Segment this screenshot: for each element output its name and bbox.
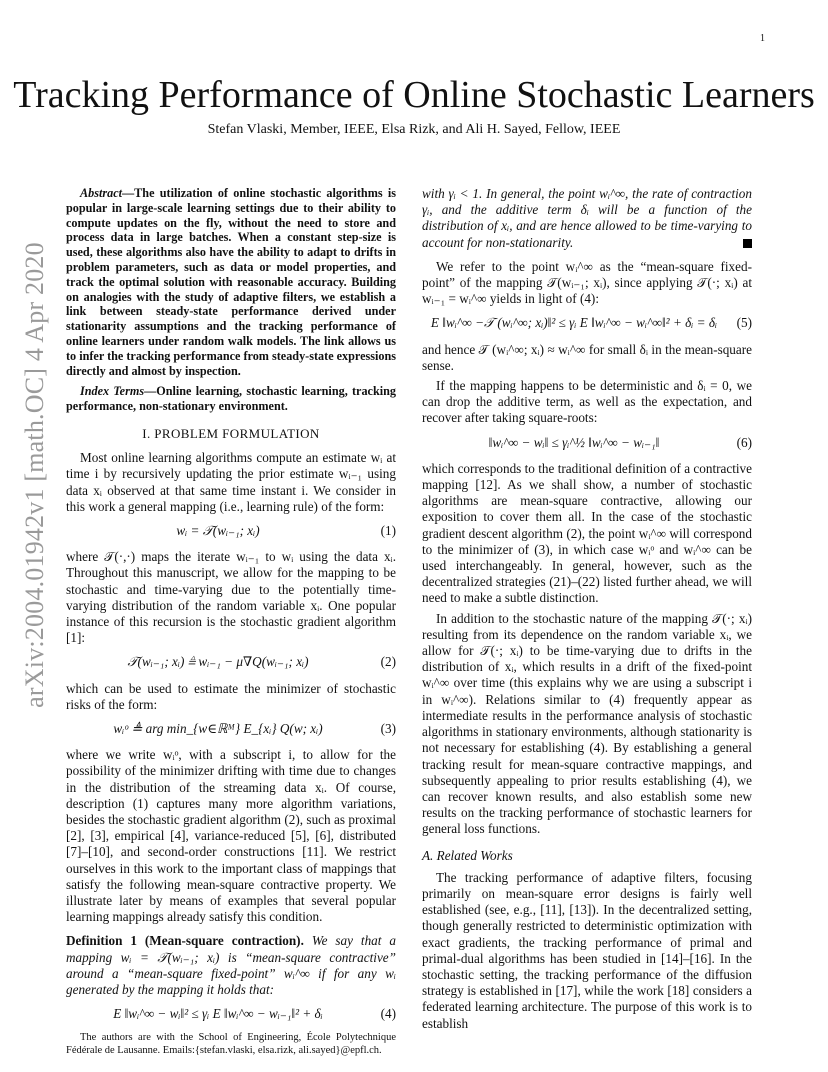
- footnote: The authors are with the School of Engineering, École Polytechnique Fédérale de Lausanne. Emails:{stefan.vlaski, elsa.rizk, ali.sayed}@epfl.ch.: [66, 1032, 396, 1056]
- equation-body: ‖wᵢ^∞ − wᵢ‖ ≤ γᵢ^½ ‖wᵢ^∞ − wᵢ₋₁‖: [488, 434, 660, 450]
- paragraph: and hence 𝒯 (wᵢ^∞; xᵢ) ≈ wᵢ^∞ for small δᵢ in the mean-square sense.: [422, 341, 752, 373]
- equation-number: (2): [380, 654, 396, 670]
- equation-body: E ‖wᵢ^∞ −𝒯 (wᵢ^∞; xᵢ)‖² ≤ γᵢ E ‖wᵢ^∞ − wᵢ^∞‖² + δᵢ = δᵢ: [430, 315, 718, 331]
- equation-number: (1): [380, 522, 396, 538]
- paragraph: where we write wᵢᵒ, with a subscript i, to allow for the possibility of the minimizer drifting with time due to changes in the distribution of the streaming data xᵢ. Of course, description (1) captures many more algorithm variations, besides the stochastic gradient algorithm (2), such as proximal [2], [3], empirical [4], variance-reduced [5], [6], distributed [7]–[10], and second-order constructions [11]. We restrict ourselves in this work to the important class of mappings that satisfy the following mean-square contractive property. We illustrate later by means of examples that several popular learning mappings already satisfy this condition.: [66, 747, 396, 925]
- right-column: [422, 186, 752, 1036]
- page-number: 1: [760, 33, 765, 44]
- equation-number: (4): [380, 1006, 396, 1022]
- index-terms-text: —Online learning, stochastic learning, tracking performance, non-stationary environment.: [66, 384, 396, 414]
- equation-4: [66, 1006, 396, 1022]
- definition: [66, 933, 396, 998]
- paper-title: Tracking Performance of Online Stochastic Learners: [13, 74, 815, 116]
- equation-number: (3): [380, 721, 396, 736]
- arxiv-stamp: [22, 205, 48, 745]
- equation-body: wᵢ = 𝒯(wᵢ₋₁; xᵢ): [176, 522, 260, 538]
- definition-continued: [422, 186, 752, 251]
- equation-2: [66, 654, 396, 670]
- paragraph: We refer to the point wᵢ^∞ as the “mean-square fixed-point” of the mapping 𝒯(wᵢ₋₁; xᵢ), since applying 𝒯(·; xᵢ) at wᵢ₋₁ = wᵢ^∞ yields in light of (4):: [422, 258, 752, 307]
- equation-body: wᵢᵒ ≜ arg min_{w∈ℝᴹ} E_{xᵢ} Q(w; xᵢ): [113, 721, 323, 736]
- equation-number: (6): [736, 434, 752, 450]
- definition-text: We say that a mapping wᵢ = 𝒯(wᵢ₋₁; xᵢ) is “mean-square contractive” around a “mean-square fixed-point” wᵢ^∞ if for any wᵢ generated by the mapping it holds that:: [66, 933, 396, 998]
- equation-3: [66, 721, 396, 737]
- abstract-text: —The utilization of online stochastic algorithms is popular in large-scale learning settings due to their ability to compute updates on the fly, without the need to store and process data in large batches. When a constant step-size is used, these algorithms also have the ability to adapt to drifts in problem parameters, such as data or model properties, and track the optimal solution with reasonable accuracy. Building on analogies with the study of adaptive filters, we establish a link between steady-state performance derived under stationarity assumptions and the tracking performance of online learners under random walk models. The link allows us to infer the tracking performance from steady-state expressions directly and almost by inspection.: [66, 186, 397, 378]
- equation-number: (5): [736, 315, 752, 331]
- index-terms-label: Index Terms: [80, 384, 145, 399]
- section-heading: I. PROBLEM FORMULATION: [142, 425, 320, 441]
- paragraph: which corresponds to the traditional definition of a contractive mapping [12]. As we shall show, a number of stochastic algorithms are mean-square contractive, allowing our exposition to cover them all. In the case of the stochastic gradient descent algorithm (2), the point wᵢ^∞ will correspond to the minimizer of (3), in which case wᵢᵒ and wᵢ^∞ can be used interchangeably. In general, however, such as the decentralized strategies (21)–(22) listed further ahead, we will need to make a subtle distinction.: [422, 460, 752, 606]
- definition-continued-text: with γᵢ < 1. In general, the point wᵢ^∞, the rate of contraction γᵢ, and the additive term δᵢ will be a function of the distribution of xᵢ, and are hence allowed to be time-varying to account for non-stationarity.: [422, 186, 752, 250]
- equation-5: [422, 315, 752, 331]
- equation-body: 𝒯(wᵢ₋₁; xᵢ) ≜ wᵢ₋₁ − μ∇Q(wᵢ₋₁; xᵢ): [127, 654, 309, 670]
- definition-label: Definition 1 (Mean-square contraction).: [66, 933, 304, 949]
- left-column: [66, 186, 396, 1061]
- abstract-label: Abstract: [80, 186, 122, 200]
- equation-body: E ‖wᵢ^∞ − wᵢ‖² ≤ γᵢ E ‖wᵢ^∞ − wᵢ₋₁‖² + δᵢ: [113, 1006, 323, 1022]
- index-terms: [66, 384, 396, 414]
- arxiv-stamp-text: arXiv:2004.01942v1 [math.OC] 4 Apr 2020: [20, 242, 49, 708]
- equation-1: [66, 523, 396, 539]
- paragraph: which can be used to estimate the minimizer of stochastic risks of the form:: [66, 680, 396, 712]
- author-line: Stefan Vlaski, Member, IEEE, Elsa Rizk, and Ali H. Sayed, Fellow, IEEE: [207, 122, 621, 137]
- paragraph: In addition to the stochastic nature of the mapping 𝒯(·; xᵢ) resulting from its dependence on the random variable xᵢ, we allow for 𝒯(·; xᵢ) to be time-varying due to drifts in the distribution of xᵢ, which results in a drift of the fixed-point wᵢ^∞ over time (this explains why we are using a subscript i in wᵢ^∞). Relations similar to (4) frequently appear as intermediate results in the performance analysis of stochastic algorithms in stationary environments, although stationarity is not necessary for establishing (4). By establishing a general tracking result for mean-square contractive mappings, and subsequently appealing to prior results establishing (4), we can recover known results, and also establish some new results on the tracking performance of stochastic learners for general loss functions.: [422, 610, 752, 837]
- equation-6: [422, 435, 752, 451]
- paragraph: where 𝒯(·,·) maps the iterate wᵢ₋₁ to wᵢ using the data xᵢ. Throughout this manuscript, we allow for the mapping to be stochastic and time-varying due to the potentially time-varying distribution of the random variable xᵢ. One popular instance of this recursion is the stochastic gradient algorithm [1]:: [66, 549, 396, 646]
- paragraph: If the mapping happens to be deterministic and δᵢ = 0, we can drop the additive term, as well as the expectation, and recover after taking square-roots:: [422, 378, 752, 426]
- paragraph: The tracking performance of adaptive filters, focusing primarily on mean-square error designs is fairly well established (see, e.g., [11], [13]). In the decentralized setting, though generally restricted to deterministic optimization with exact gradients, the tracking performance of primal and primal-dual algorithms has been studied in [14]–[16]. In the stochastic setting, the tracking performance of the diffusion strategy is established in [17], while the work [18] considers a federated learning architecture. The purpose of this work is to establish: [422, 869, 752, 1031]
- abstract: [66, 186, 396, 378]
- paragraph: Most online learning algorithms compute an estimate wᵢ at time i by recursively updating the prior estimate wᵢ₋₁ using data xᵢ observed at that same time instant i. We consider in this work a general mapping (i.e., learning rule) of the form:: [66, 450, 396, 514]
- qed-icon: [743, 239, 752, 248]
- subsection-heading: A. Related Works: [422, 847, 513, 863]
